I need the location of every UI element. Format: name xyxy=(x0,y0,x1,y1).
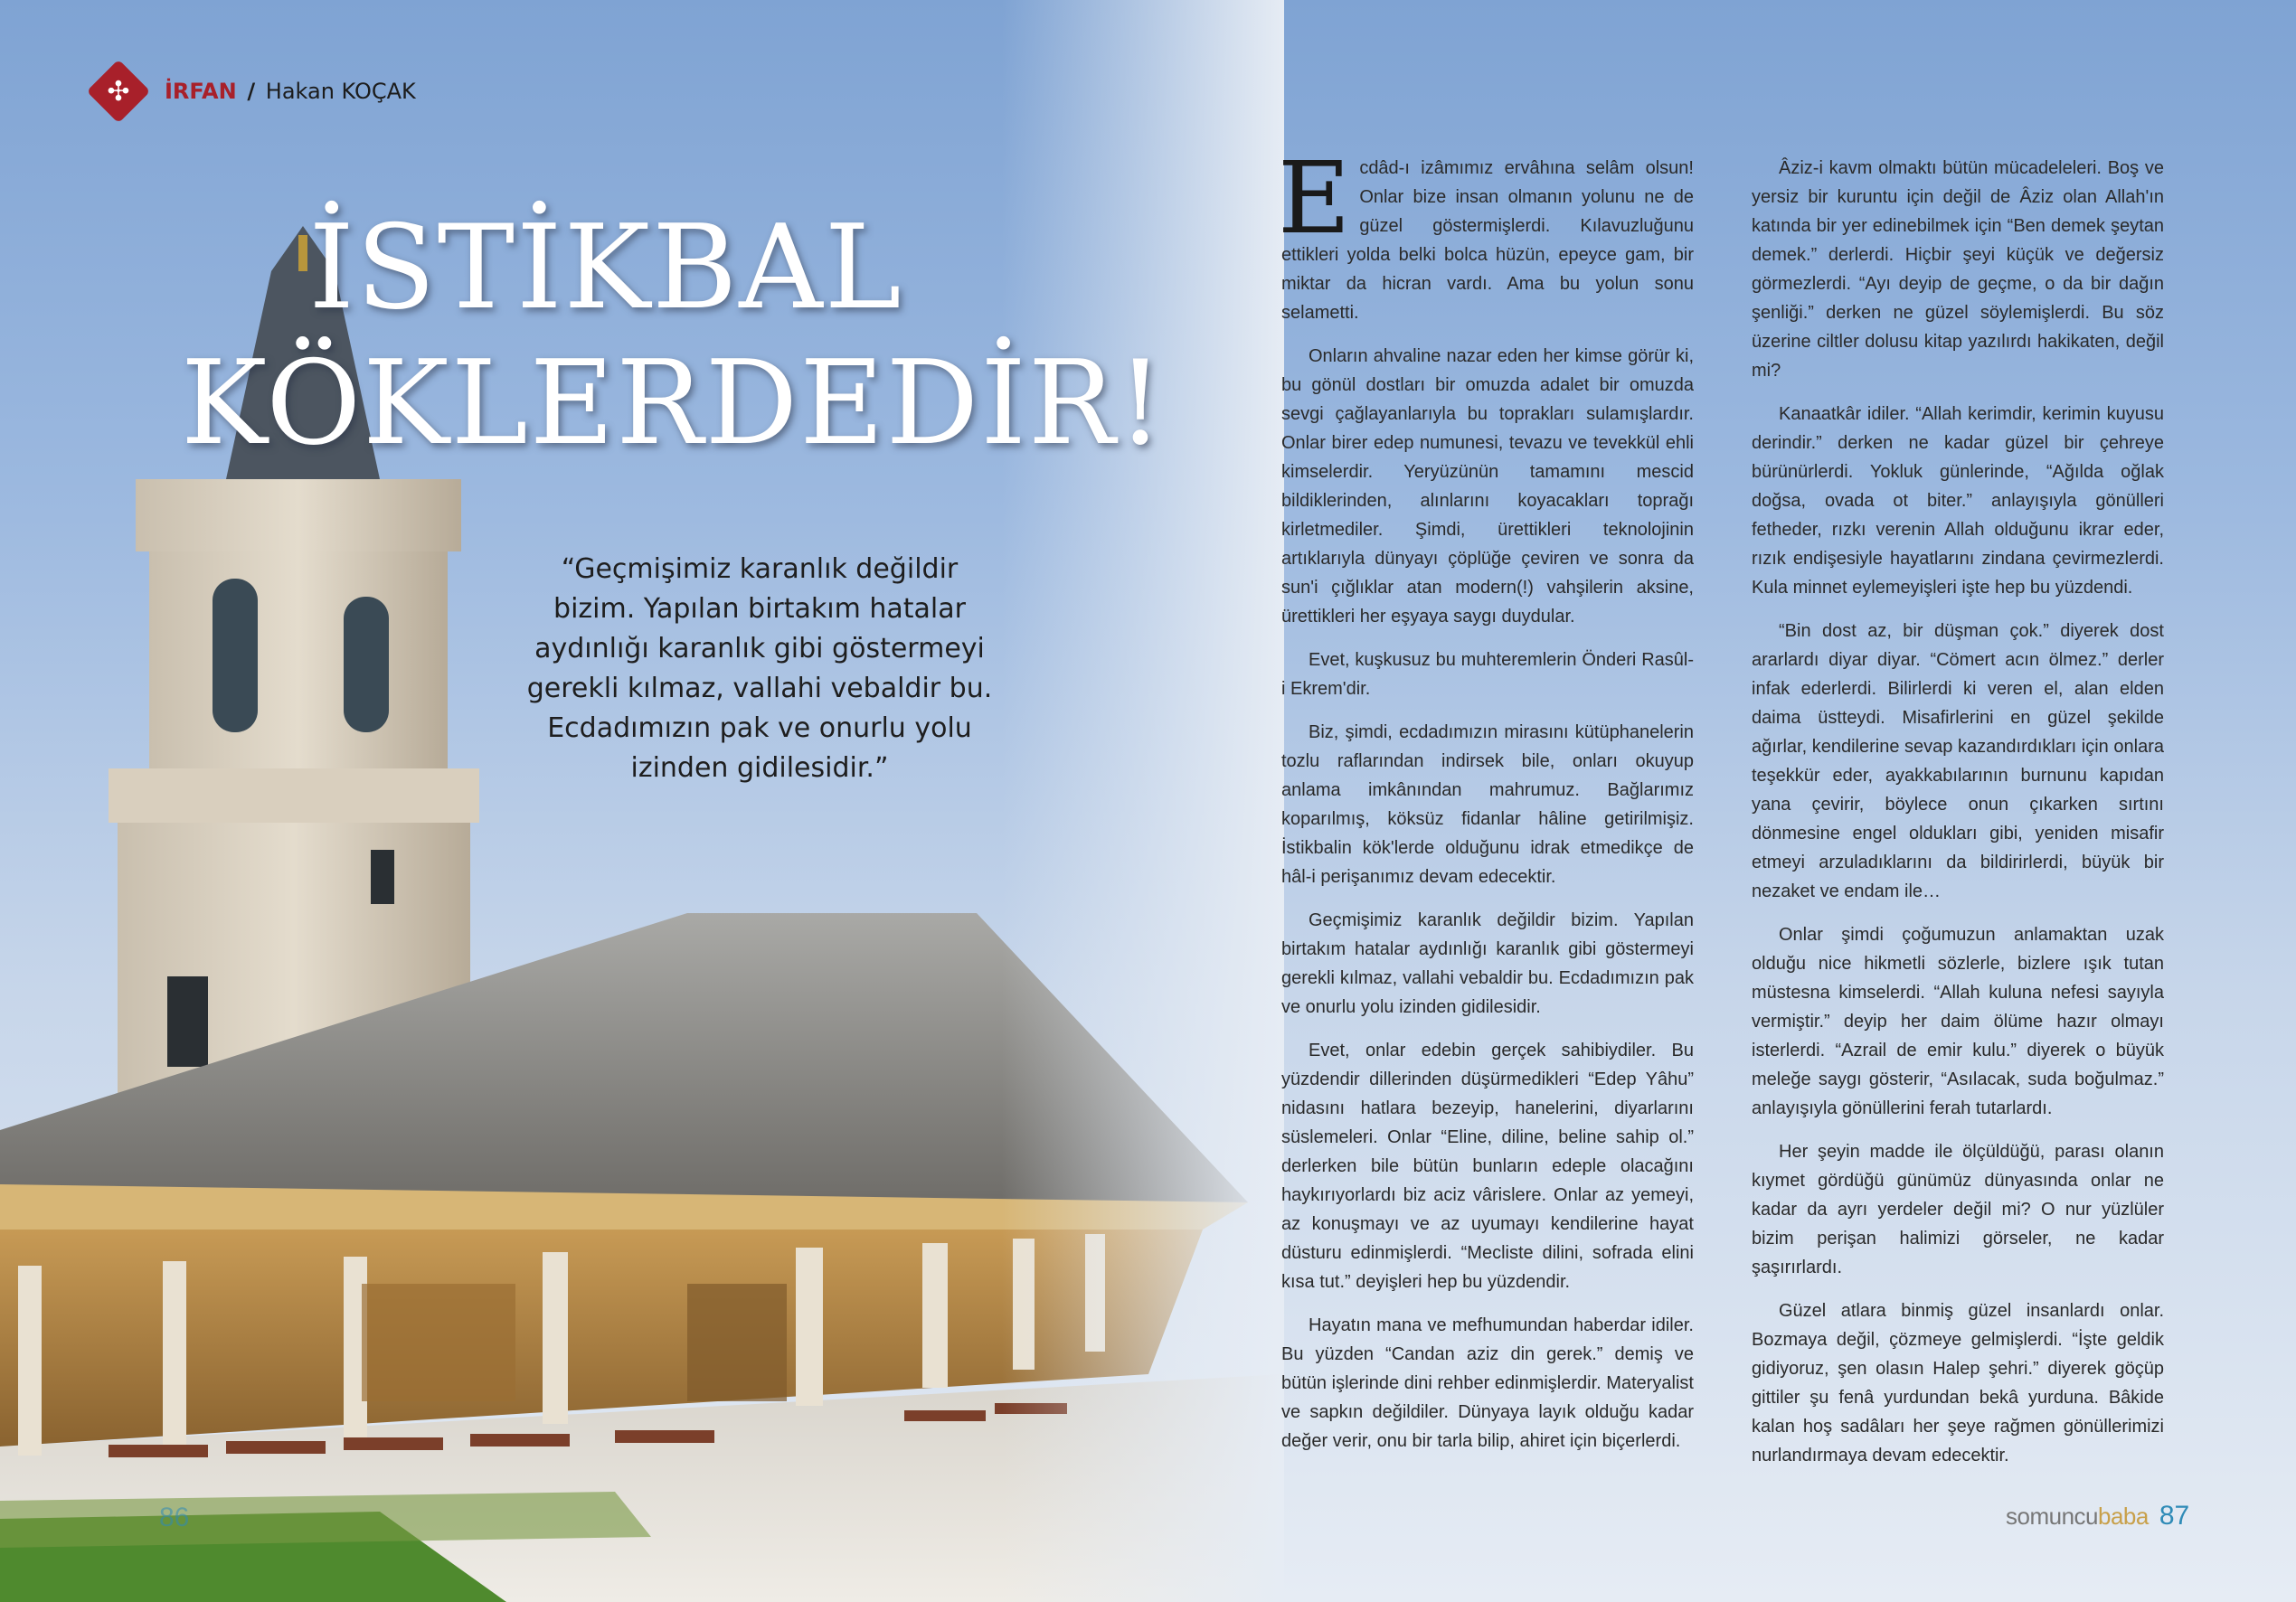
right-page-number: 87 xyxy=(2159,1501,2190,1531)
section-header xyxy=(87,60,416,123)
paragraph: Her şeyin madde ile ölçüldüğü, parası olanın kıymet gördüğü günümüz dünyasında onlar ne kadar da ayrı yerdeler değil mi? O nur yüzlüler bizim perişan halimizi görseler, ne kadar şaşırırlardı. xyxy=(1752,1142,2164,1277)
article-column-2 xyxy=(1752,154,2164,1484)
title-line-2: KÖKLERDEDİR! xyxy=(181,336,1166,471)
paragraph: Âziz-i kavm olmaktı bütün mücadeleleri. Boş ve yersiz bir kuruntu için değil de Âziz olan Allah'ın katında bir yer edinebilmek için “Ben demek şeytan demek.” derlerdi. Hiçbir şeyi küçük ve değersiz görmezlerdi. “Ayı deyip de geçme, o da bir dağın şenliği.” derken ne güzel söylemişlerdi. Bu söz üzerine ciltler dolusu kitap yazılırdı hakikaten, değil mi? xyxy=(1752,158,2164,381)
paragraph-1: Ecdâd-ı izâmımız ervâhına selâm olsun! Onlar bize insan olmanın yolunu ne de güzel göstermişlerdi. Kılavuzluğunu ettikleri yolda belki bolca hüzün, epeyce gam, bir miktar da hicran vardı. Ama bu yolun sonu selametti. xyxy=(1278,140,1694,323)
paragraph: Biz, şimdi, ecdadımızın mirasını kütüphanelerin tozlu raflarından indirsek bile, onları okuyup anlama imkânından mahrumuz. Bağlarımız koparılmış, köksüz fidanlar hâline getirilmişiz. İstikbalin kök'lerde olduğunu idrak etmedikçe de hâl-i perişanımız devam edecektir. xyxy=(1281,722,1694,887)
paragraph: Evet, kuşkusuz bu muhteremlerin Önderi Rasûl-i Ekrem'dir. xyxy=(1281,650,1694,699)
title-line-1: İSTİKBAL xyxy=(308,201,903,335)
section-separator: / xyxy=(247,79,256,104)
drop-cap: E xyxy=(1278,140,1351,256)
paragraph: Onlar şimdi çoğumuzun anlamaktan uzak olduğu nice hikmetli sözlerle, bizlere ışık tutan müstesna kimselerdi. “Allah kuluna nefesi sayıyla vermiştir.” deyip her daim ölüme hazır olmayı isterlerdi. “Azrail de emir kulu.” diyerek o büyük meleğe saygı gösterir, “Asılacak, suda boğulmaz.” anlayışıyla gönüllerini ferah tutarlardı. xyxy=(1752,925,2164,1118)
article-column-1 xyxy=(1278,140,1694,1470)
article-title xyxy=(181,201,1166,472)
left-page-number: 86 xyxy=(159,1503,190,1532)
paragraph: Onların ahvaline nazar eden her kimse görür ki, bu gönül dostları bir omuzda adalet bir omuzda sevgi çağlayanlarıyla bu toprakları sulamışlardır. Onlar birer edep numunesi, tevazu ve tevekkül ehli kimselerdir. Yeryüzünün tamamını mescid bildiklerinden, alınlarını koyacakları toprağı kirletmediler. Şimdi, ürettikleri teknolojinin artıklarıyla dünyayı çöplüğe çeviren ve sonra da sun'i çığlıklar atan modern(!) vahşilerin aksine, ürettikleri her eşyaya saygı duydular. xyxy=(1281,346,1694,627)
paragraph: Kanaatkâr idiler. “Allah kerimdir, kerimin kuyusu derindir.” derken ne kadar güzel bir çehreye bürünürlerdi. Yokluk günlerinde, “Ağılda oğlak doğsa, ovada ot biter.” anlayışıyla gönülleri fetheder, rızkı verenin Allah olduğunu ikrar eder, rızık endişesiyle hayatlarını zindana çevirmezlerdi. Kula minnet eylemeyişleri işte hep bu yüzdendi. xyxy=(1752,404,2164,598)
section-label xyxy=(165,79,416,104)
section-logo-icon: ✣ xyxy=(87,60,150,123)
pull-quote: “Geçmişimiz karanlık değildir bizim. Yapılan birtakım hatalar aydınlığı karanlık gibi göstermeyi gerekli kılmaz, vallahi vebaldir bu. Ecdadımızın pak ve onurlu yolu izinden gidilesidir.” xyxy=(526,553,993,784)
magazine-brand: somuncubaba xyxy=(2006,1503,2149,1530)
right-page-footer xyxy=(2006,1501,2189,1531)
paragraph: Güzel atlara binmiş güzel insanlardı onlar. Bozmaya değil, çözmeye gelmişlerdi. “İşte geldik gidiyoruz, şen olasın Halep şehri.” diyerek göçüp gittiler şu fenâ yurdundan bekâ yurduna. Bâkide kalan hoş sadâları her şeye rağmen gönüllerimizi nurlandırmaya devam edecektir. xyxy=(1752,1301,2164,1465)
paragraph: Hayatın mana ve mefhumundan haberdar idiler. Bu yüzden “Candan aziz din gerek.” demiş ve bütün işlerinde dini rehber edinmişlerdir. Materyalist ve sapkın değildiler. Dünyaya layık olduğu kadar değer verir, onu bir tarla bilip, ahiret için biçerlerdi. xyxy=(1281,1315,1694,1451)
section-name: İRFAN xyxy=(165,79,237,104)
author-name: Hakan KOÇAK xyxy=(265,79,416,104)
paragraph: “Bin dost az, bir düşman çok.” diyerek dost ararlardı diyar diyar. “Cömert acın ölmez.” derler infak ederlerdi. Bilirlerdi ki veren el, alan elden daima üstteydi. Misafirlerini en güzel şekilde ağırlar, kendilerine sevap kazandırdıkları için onlara teşekkür eder, ayakkabılarının burnunu kapıdan yana çevirir, böylece onun çıkarken sırtını dönmesine engel oldukları gibi, yeniden misafir etmeyi arzuladıklarını da bildirirlerdi, büyük bir nezaket ve endam ile… xyxy=(1752,621,2164,901)
paragraph: Evet, onlar edebin gerçek sahibiydiler. Bu yüzdendir dillerinden düşürmedikleri “Edep Yâhu” nidasını hatlara bezeyip, hanelerini, diyarlarını süslemeleri. Onlar “Eline, diline, beline sahip ol.” derlerken bile bütün bunların edeple olacağını haykırıyorlardı biz aciz vârislere. Onlar az yemeyi, az konuşmayı ve az uyumayı kendilerine hayat düsturu edinmişlerdi. “Mecliste dilini, sofrada elini kısa tut.” deyişleri hep bu yüzdendir. xyxy=(1281,1041,1694,1292)
paragraph: Geçmişimiz karanlık değildir bizim. Yapılan birtakım hatalar aydınlığı karanlık gibi göstermeyi gerekli kılmaz, vallahi vebaldir bu. Ecdadımızın pak ve onurlu yolu izinden gidilesidir. xyxy=(1281,910,1694,1017)
